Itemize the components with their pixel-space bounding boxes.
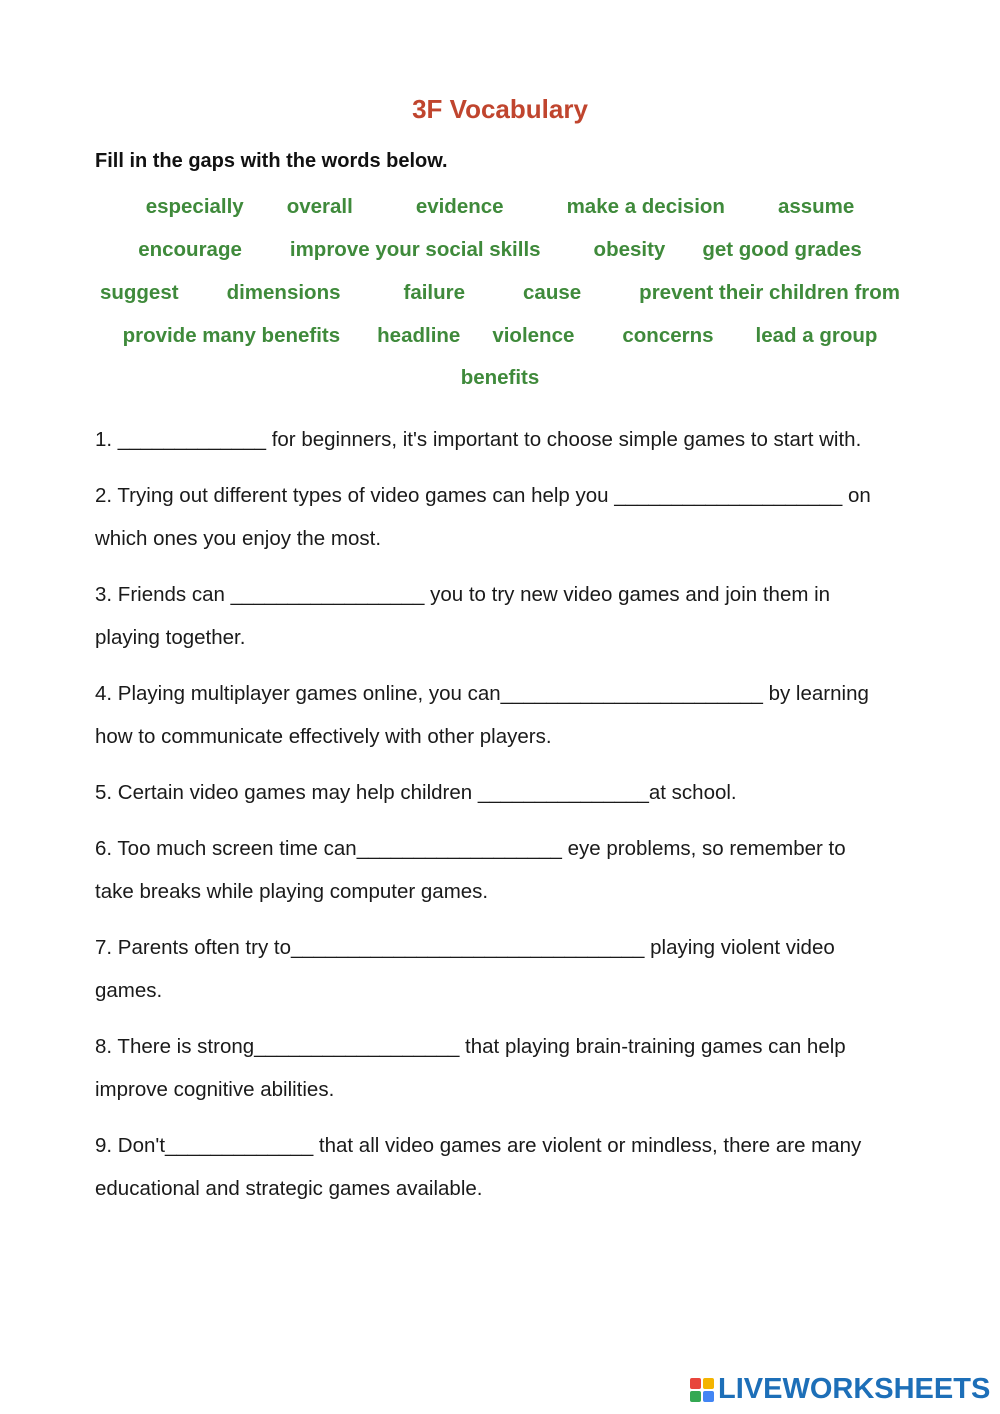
word-bank-item: suggest (99, 281, 179, 304)
word-bank-item: get good grades (702, 238, 862, 261)
word-bank-item: failure (403, 281, 466, 304)
question-9-line-2: educational and strategic games available. (95, 1177, 483, 1200)
worksheet-title: 3F Vocabulary (412, 94, 588, 124)
question-8-line-1: 8. There is strong__________________ that playing brain-training games can help (95, 1035, 846, 1058)
word-bank-row-3 (95, 281, 905, 305)
word-bank-item: assume (777, 195, 855, 218)
word-bank-item: encourage (138, 238, 242, 261)
question-4-line-1: 4. Playing multiplayer games online, you can_______________________ by learning (95, 682, 869, 705)
question-6-line-1: 6. Too much screen time can__________________ eye problems, so remember to (95, 837, 846, 860)
word-bank-item: violence (492, 324, 575, 347)
word-bank-item: benefits (460, 366, 540, 389)
question-6-line-2: take breaks while playing computer games. (95, 880, 489, 903)
word-bank-row-2 (95, 238, 905, 262)
liveworksheets-logo[interactable] (690, 1373, 990, 1406)
instruction-text: Fill in the gaps with the words below. (95, 150, 448, 172)
question-8-line-2: improve cognitive abilities. (95, 1078, 335, 1101)
question-2-line-1: 2. Trying out different types of video games can help you ____________________ on (95, 484, 871, 507)
question-1: 1. _____________ for beginners, it's important to choose simple games to start with. (95, 428, 862, 451)
question-9-line-1: 9. Don't_____________ that all video games are violent or mindless, there are many (95, 1134, 862, 1157)
question-2-line-2: which ones you enjoy the most. (95, 527, 382, 550)
question-5: 5. Certain video games may help children _______________at school. (95, 781, 737, 804)
question-3-line-2: playing together. (95, 626, 246, 649)
word-bank-item: concerns (622, 324, 714, 347)
logo-text: LIVEWORKSHEETS (718, 1373, 991, 1405)
question-4-line-2: how to communicate effectively with other players. (95, 725, 552, 748)
word-bank-item: improve your social skills (289, 238, 541, 261)
word-bank-item: obesity (593, 238, 666, 261)
question-3-line-1: 3. Friends can _________________ you to try new video games and join them in (95, 583, 831, 606)
word-bank-row-5 (95, 366, 905, 390)
word-bank-item: especially (145, 195, 244, 218)
word-bank-row-1 (95, 195, 905, 219)
question-7-line-1: 7. Parents often try to_______________________________ playing violent video (95, 936, 835, 959)
word-bank-row-4 (95, 324, 905, 348)
word-bank-item: dimensions (226, 281, 341, 304)
logo-mark-icon (690, 1378, 714, 1402)
word-bank-item: cause (523, 281, 582, 304)
word-bank-item: headline (377, 324, 461, 347)
question-7-line-2: games. (95, 979, 163, 1002)
word-bank-item: overall (286, 195, 353, 218)
word-bank-item: lead a group (755, 324, 878, 347)
word-bank-item: evidence (415, 195, 504, 218)
word-bank-item: prevent their children from (639, 281, 901, 304)
word-bank-item: provide many benefits (122, 324, 341, 347)
word-bank-item: make a decision (566, 195, 725, 218)
